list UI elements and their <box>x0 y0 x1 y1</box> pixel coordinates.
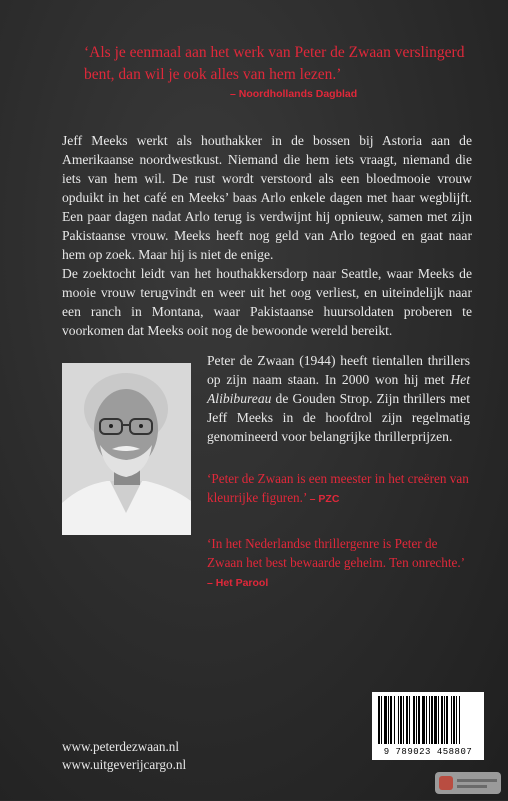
top-quote-source: – Noordhollands Dagblad <box>230 88 358 100</box>
bio-book-title: Het Alibibureau <box>207 372 470 406</box>
top-quote <box>84 42 484 86</box>
review-quote-pzc-text: ‘Peter de Zwaan is een meester in het creëren van kleurrijke figuren.’ <box>207 471 469 505</box>
website-publisher[interactable]: www.uitgeverijcargo.nl <box>62 757 187 772</box>
review-quote-pzc <box>207 469 470 509</box>
watermark-logo-icon <box>435 770 501 796</box>
review-quote-pzc-source: – PZC <box>309 493 340 505</box>
author-photo <box>62 363 191 535</box>
review-quote-parool-text: ‘In het Nederlandse thrillergenre is Peter de Zwaan het best bewaarde geheim. Ten onrechte.’ <box>207 536 465 570</box>
website-list <box>62 738 186 774</box>
author-bio <box>207 351 470 446</box>
review-quote-parool <box>207 534 470 593</box>
review-quote-parool-source: – Het Parool <box>207 577 269 589</box>
blurb-paragraph-2: De zoektocht leidt van het houthakkersdorp naar Seattle, waar Meeks de mooie vrouw terugvindt en weer uit het oog verliest, en uiteindelijk naar een ranch in Montana, waar Pakistaanse huursoldaten proberen te voorkomen dat Meeks ooit nog de bewoonde wereld bereikt. <box>62 266 472 338</box>
bio-text-2: de Gouden Strop. Zijn thrillers met Jeff Meeks in de hoofdrol zijn regelmatig genomineerd voor belangrijke thrillerprijzen. <box>207 391 470 444</box>
watermark-logo <box>435 770 501 796</box>
isbn-barcode <box>372 692 484 760</box>
isbn-number: 9 789023 458807 <box>383 747 473 757</box>
website-author[interactable]: www.peterdezwaan.nl <box>62 739 180 754</box>
barcode-icon <box>372 692 484 746</box>
bio-text-1: Peter de Zwaan (1944) heeft tientallen thrillers op zijn naam staan. In 2000 won hij met <box>207 353 470 387</box>
top-quote-text: ‘Als je eenmaal aan het werk van Peter de Zwaan verslingerd bent, dan wil je ook alles van hem lezen.’ <box>84 44 465 83</box>
blurb <box>62 131 472 340</box>
blurb-paragraph-1: Jeff Meeks werkt als houthakker in de bossen bij Astoria aan de Amerikaanse noordwestkust. Niemand die hem iets vraagt, niemand die iets van hem wil. De rust wordt verstoord als een bloedmooie vrouw opduikt in het café en Meeks’ baas Arlo enkele dagen met haar wegblijft. Een paar dagen nadat Arlo terug is verdwijnt hij opnieuw, samen met zijn Pakistaanse vrouw. Meeks heeft nog geld van Arlo tegoed en gaat naar hem op zoek. Maar hij is niet de enige. <box>62 133 472 262</box>
author-portrait-icon <box>62 363 191 535</box>
